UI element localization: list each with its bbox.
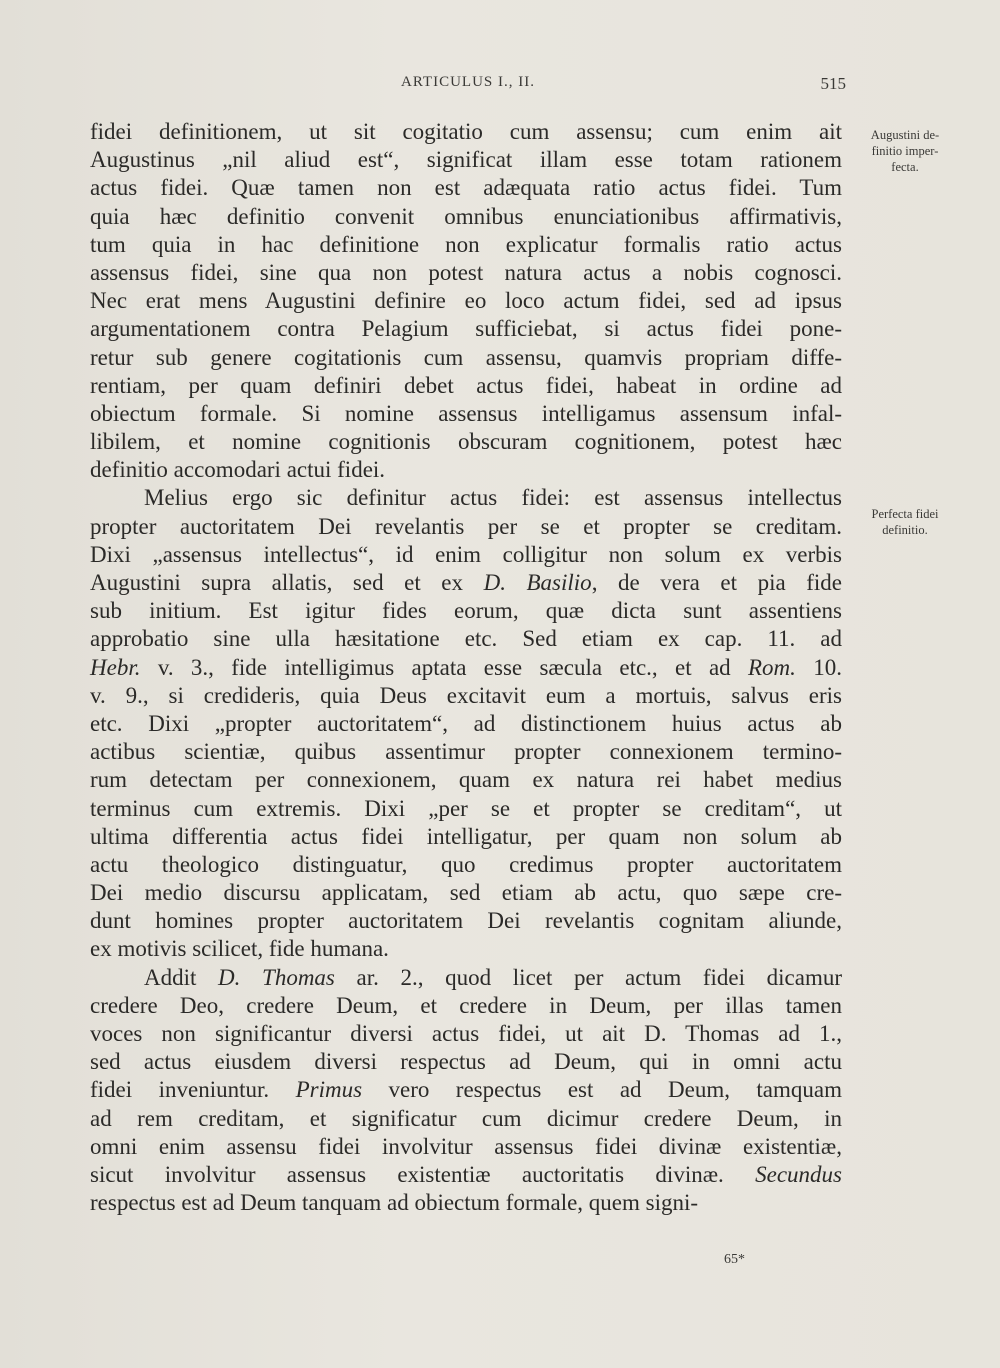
page-header (90, 74, 846, 98)
text-segment: rum detectam per connexionem, quam ex natura rei habet medius (90, 767, 842, 793)
italic-reference: Secundus (755, 1161, 842, 1187)
text-line (90, 372, 842, 400)
body-text (90, 118, 842, 1217)
text-line (90, 400, 842, 428)
text-segment: fidei inveniuntur. (90, 1077, 296, 1103)
italic-reference: D. Thomas (218, 964, 335, 990)
text-segment: ultima differentia actus fidei intelligatur, per quam non solum ab (90, 823, 842, 849)
text-segment: Dei medio discursu applicatam, sed etiam ab actu, quo sæpe cre- (90, 880, 842, 906)
margin-note-line: Augustini de- (870, 128, 940, 142)
italic-reference: D. Basilio (483, 570, 592, 595)
text-line (90, 597, 842, 625)
text-line (90, 823, 842, 851)
signature-mark: 65* (724, 1252, 745, 1267)
text-line (90, 1076, 842, 1104)
text-segment: ar. 2., quod licet per actum fidei dicamur (334, 964, 842, 990)
margin-note-line: finitio imper- (871, 144, 939, 158)
text-segment: Dixi „assensus intellectus“, id enim colligitur non solum ex verbis (90, 541, 842, 567)
text-line (90, 513, 842, 541)
text-line (90, 541, 842, 569)
text-segment: vero respectus est ad Deum, tamquam (362, 1077, 842, 1103)
margin-note-line: definitio. (882, 523, 928, 537)
text-line (90, 231, 842, 259)
text-segment: Nec erat mens Augustini definire eo loco actum fidei, sed ad ipsus (90, 288, 842, 314)
text-line (90, 625, 842, 653)
text-segment: fidei definitionem, ut sit cogitatio cum assensu; cum enim ait (90, 119, 842, 144)
text-segment: v. 3., fide intelligimus aptata esse sæcula etc., et ad (140, 654, 748, 680)
text-segment: retur sub genere cogitationis cum assensu, quamvis propriam diffe- (90, 344, 842, 370)
text-segment: voces non significantur diversi actus fidei, ut ait D. Thomas ad 1., (90, 1021, 842, 1046)
text-line (90, 1048, 842, 1076)
text-segment: quia hæc definitio convenit omnibus enunciationibus affirmativis, (90, 203, 842, 229)
text-line (90, 428, 842, 456)
text-line (90, 203, 842, 231)
margin-note-line: fecta. (891, 160, 919, 174)
text-segment: tum quia in hac definitione non explicatur formalis ratio actus (90, 231, 842, 257)
text-line (90, 738, 842, 766)
margin-note-augustini (850, 127, 960, 175)
text-line (90, 456, 842, 484)
text-segment: libilem, et nomine cognitionis obscuram cognitionem, potest hæc (90, 429, 842, 455)
text-segment: terminus cum extremis. Dixi „per se et propter se creditam“, ut (90, 795, 842, 821)
italic-reference: Rom. (748, 654, 796, 680)
text-line (90, 484, 842, 512)
text-segment: ex motivis scilicet, fide humana. (90, 936, 389, 962)
text-segment: actu theologico distinguatur, quo credimus propter auctoritatem (90, 851, 842, 877)
text-line (90, 710, 842, 738)
text-line (90, 569, 842, 597)
text-segment: Augustinus „nil aliud est“, significat illam esse totam rationem (90, 147, 842, 173)
text-segment: assensus fidei, sine qua non potest natura actus a nobis cognosci. (90, 259, 842, 285)
text-line (90, 907, 842, 935)
text-line (90, 1020, 842, 1048)
text-segment: respectus est ad Deum tanquam ad obiectum formale, quem signi- (90, 1190, 699, 1216)
text-segment: dunt homines propter auctoritatem Dei revelantis cognitam aliunde, (90, 908, 842, 934)
text-line (90, 174, 842, 202)
text-line (90, 118, 842, 146)
text-line (90, 1189, 842, 1217)
text-segment: sicut involvitur assensus existentiæ auctoritatis divinæ. (90, 1161, 756, 1187)
text-line (90, 344, 842, 372)
text-line (90, 964, 842, 992)
text-line (90, 682, 842, 710)
text-line (90, 1161, 842, 1189)
margin-note-line: Perfecta fidei (871, 507, 939, 521)
page-number: 515 (820, 74, 846, 93)
text-segment: Melius ergo sic definitur actus fidei: est assensus intellectus (144, 485, 842, 511)
text-line (90, 879, 842, 907)
text-segment: , de vera et pia fide (591, 570, 842, 595)
italic-reference: Primus (295, 1077, 363, 1103)
text-segment: argumentationem contra Pelagium sufficiebat, si actus fidei pone- (90, 316, 842, 342)
text-line (90, 766, 842, 794)
text-segment: sub initium. Est igitur fides eorum, quæ dicta sunt assentiens (90, 598, 842, 624)
text-line (90, 146, 842, 174)
text-segment: v. 9., si credideris, quia Deus excitavit eum a mortuis, salvus eris (90, 682, 842, 708)
margin-note-perfecta (850, 506, 960, 538)
text-segment: Augustini supra allatis, sed et ex (90, 570, 484, 595)
text-segment: ad rem creditam, et significatur cum dicimur credere Deum, in (90, 1105, 842, 1131)
text-line (90, 315, 842, 343)
text-segment: definitio accomodari actui fidei. (90, 457, 386, 483)
text-line (90, 1133, 842, 1161)
running-title: ARTICULUS I., II. (400, 74, 535, 90)
text-segment: Addit (144, 964, 219, 990)
italic-reference: Hebr. (90, 654, 141, 680)
text-segment: obiectum formale. Si nomine assensus intelligamus assensum infal- (90, 400, 842, 426)
text-line (90, 287, 842, 315)
text-segment: 10. (795, 654, 843, 680)
text-line (90, 259, 842, 287)
text-line (90, 992, 842, 1020)
text-line (90, 1105, 842, 1133)
text-segment: sed actus eiusdem diversi respectus ad Deum, qui in omni actu (90, 1049, 842, 1075)
text-segment: omni enim assensu fidei involvitur assensus fidei divinæ existentiæ, (90, 1133, 842, 1159)
text-segment: rentiam, per quam definiri debet actus fidei, habeat in ordine ad (90, 372, 842, 398)
text-line (90, 935, 842, 963)
text-line (90, 654, 842, 682)
text-segment: credere Deo, credere Deum, et credere in Deum, per illas tamen (90, 992, 842, 1018)
text-segment: actibus scientiæ, quibus assentimur propter connexionem termino- (90, 739, 842, 765)
text-segment: etc. Dixi „propter auctoritatem“, ad distinctionem huius actus ab (90, 710, 842, 736)
text-segment: actus fidei. Quæ tamen non est adæquata ratio actus fidei. Tum (90, 175, 842, 201)
text-segment: propter auctoritatem Dei revelantis per se et propter se creditam. (90, 513, 842, 539)
text-line (90, 795, 842, 823)
text-line (90, 851, 842, 879)
text-segment: approbatio sine ulla hæsitatione etc. Sed etiam ex cap. 11. ad (90, 626, 842, 652)
